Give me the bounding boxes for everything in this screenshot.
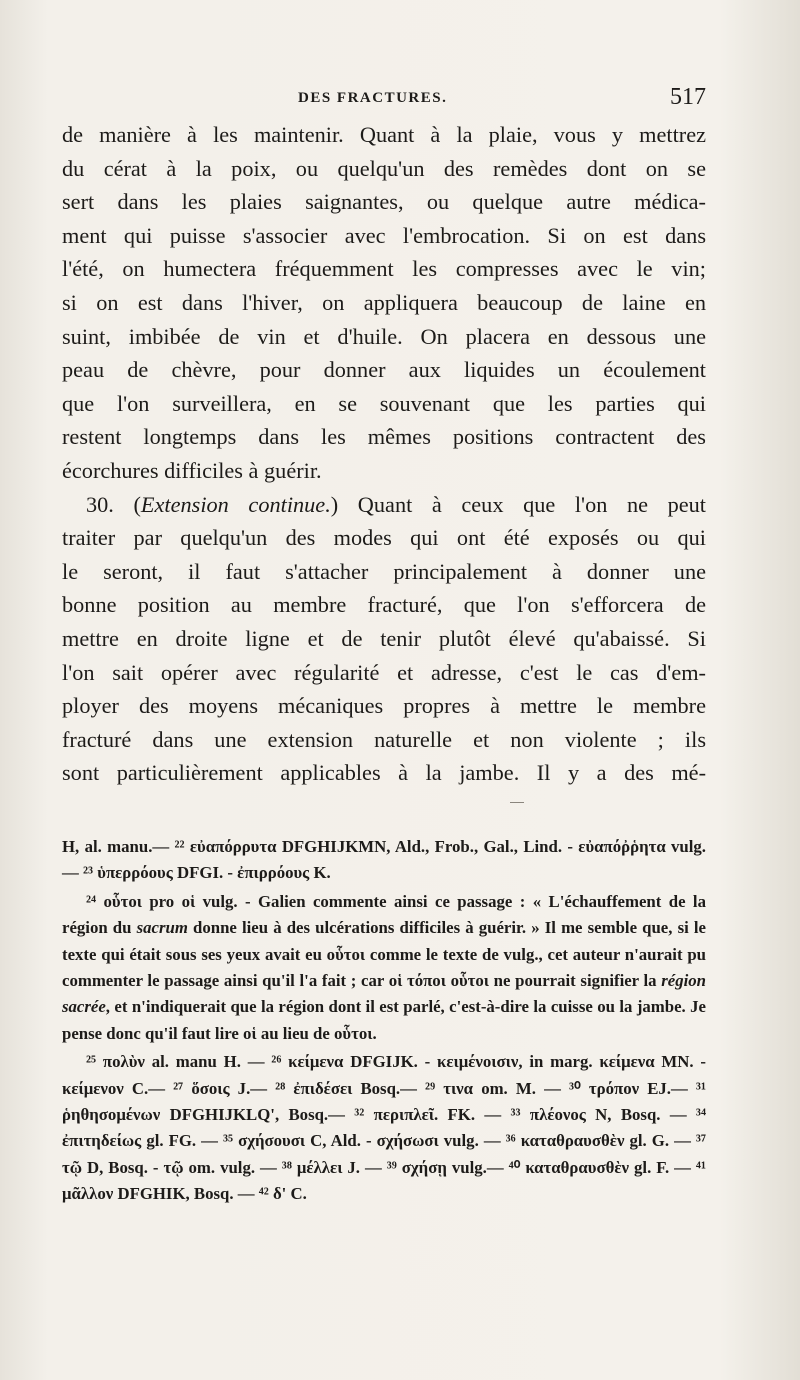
footnote-24 [62, 889, 706, 1047]
page-header [0, 84, 800, 114]
running-title: DES FRACTURES. [298, 90, 448, 106]
footnote-24-italic: région sacrée [62, 971, 706, 1017]
main-text [62, 118, 706, 790]
footnote-24-text: , et n'indiquerait que la région dont il est parlé, c'est-à-dire la cuisse ou la jambe. Je pense donc qu'il faut lire οἱ au lieu de οὗτοι. [62, 997, 706, 1043]
text-line: sont particulièrement applicables à la jambe. Il y a des mé- [62, 760, 706, 786]
paragraph-2 [62, 488, 706, 790]
footnotes [62, 834, 706, 1208]
text-line: l'été, on humectera fréquemment les compresses avec le vin; [62, 256, 706, 282]
footnote-25-42: ²⁵ πολὺν al. manu H. — ²⁶ κείμενα DFGIJK. - κειμένοισιν, in marg. κείμενα MN. - κείμενον C.— ²⁷ ὅσοις J.— ²⁸ ἐπιδέσει Bosq.— ²⁹ τινα om. M. — ³⁰ τρόπον EJ.— ³¹ ῥηθησομένων DFGHIJKLQ', Bosq.— ³² περιπλεῖ. FK. — ³³ πλέονος N, Bosq. — ³⁴ ἐπιτηδείως gl. FG. — ³⁵ σχήσουσι C, Ald. - σχήσωσι vulg. — ³⁶ καταθραυσθὲν gl. G. — ³⁷ τῷ D, Bosq. - τῷ om. vulg. — ³⁸ μέλλει J. — ³⁹ σχήσῃ vulg.— ⁴⁰ καταθραυσθὲν gl. F. — ⁴¹ μᾶλλον DFGHIK, Bosq. — ⁴² δ' C. [62, 1052, 706, 1204]
text-line: ployer des moyens mécaniques propres à mettre le membre [62, 693, 706, 719]
heading-line-rest: ) Quant à ceux que l'on ne peut [330, 491, 706, 517]
text-line: de manière à les maintenir. Quant à la plaie, vous y mettrez [62, 122, 706, 147]
text-line: écorchures difficiles à guérir. [62, 457, 322, 483]
page-number: 517 [670, 84, 706, 110]
text-line: fracturé dans une extension naturelle et non violente ; ils [62, 726, 706, 752]
text-line: peau de chèvre, pour donner aux liquides un écoulement [62, 357, 706, 383]
footnote-22-23: H, al. manu.— ²² εὐαπόρρυτα DFGHIJKMN, Ald., Frob., Gal., Lind. - εὐαπόῤῥητα vulg. — ²³ ὑπερρόους DFGI. - ἐπιρρόους K. [62, 837, 706, 883]
text-line: du cérat à la poix, ou quelqu'un des remèdes dont on se [62, 155, 706, 181]
footnote-24-text: ²⁴ οὗτοι pro οἱ vulg. - Galien commente ainsi ce passage : « L'échauffement de la région du [62, 891, 706, 938]
text-line: restent longtemps dans les mêmes positions contractent des [62, 424, 706, 450]
section-heading-line [62, 488, 706, 522]
footnote-24-text: donne lieu à des ulcérations difficiles à guérir. » Il me semble que, si le texte qui était sous ses yeux avait eu οὗτοι comme le texte de vulg., cet auteur n'aurait pu commenter le passage ainsi qu'il l'a fait ; car οἱ τόποι οὗτοι ne pourrait signifier la [62, 918, 707, 991]
text-line: sert dans les plaies saignantes, ou quelque autre médica- [62, 189, 706, 215]
text-line: que l'on surveillera, en se souvenant que les parties qui [62, 390, 706, 416]
text-line: ment qui puisse s'associer avec l'embrocation. Si on est dans [62, 222, 706, 248]
text-line: l'on sait opérer avec régularité et adresse, c'est le cas d'em- [62, 659, 706, 685]
text-line: le seront, il faut s'attacher principalement à donner une [62, 558, 706, 584]
section-heading: Extension continue. [140, 491, 331, 517]
text-line: bonne position au membre fracturé, que l'on s'efforcera de [62, 592, 706, 618]
footnote-separator [510, 802, 524, 803]
text-line: traiter par quelqu'un des modes qui ont été exposés ou qui [62, 525, 706, 551]
section-number: 30. ( [86, 491, 141, 517]
text-line: suint, imbibée de vin et d'huile. On placera en dessous une [62, 323, 706, 349]
text-line: mettre en droite ligne et de tenir plutôt élevé qu'abaissé. Si [62, 625, 706, 651]
footnote-24-italic: sacrum [136, 918, 188, 938]
paragraph-1 [62, 118, 706, 488]
text-line: si on est dans l'hiver, on appliquera beaucoup de laine en [62, 289, 706, 315]
